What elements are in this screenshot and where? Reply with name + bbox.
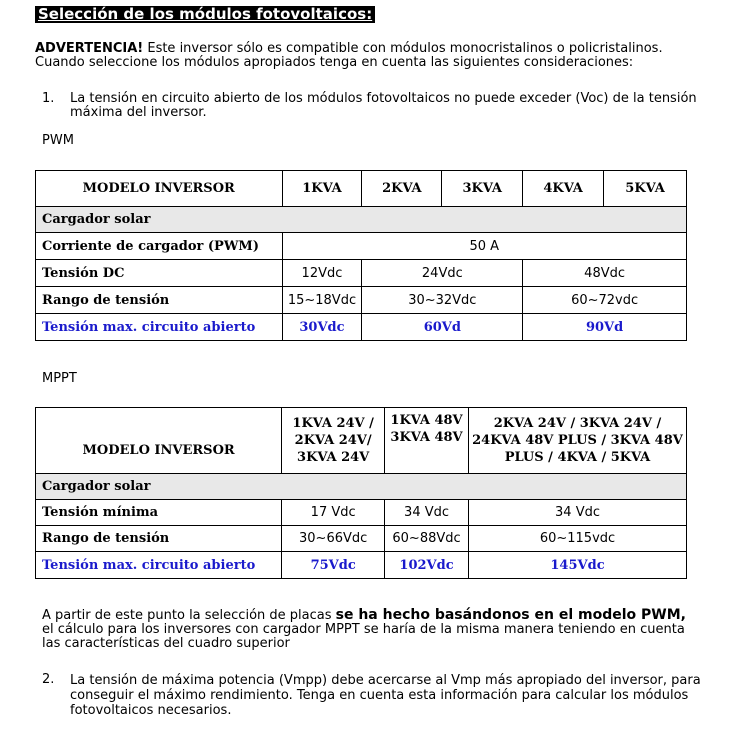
mppt-header-line: 3KVA 24V — [297, 450, 370, 465]
mppt-row-label: Rango de tensión — [36, 526, 282, 552]
pwm-cell: 30~32Vdc — [362, 287, 523, 314]
item-1-line-2: máxima del inversor. — [70, 105, 207, 120]
mppt-header-line: 2KVA 24V/ — [294, 433, 372, 448]
note-comma: , — [680, 607, 686, 623]
item-2-number: 2. — [42, 672, 55, 687]
item-2-line-1: La tensión de máxima potencia (Vmpp) debe acercarse al Vmp más apropiado del inversor, para — [70, 673, 701, 688]
warning-label: ADVERTENCIA! — [35, 41, 144, 56]
mppt-cell: 17 Vdc — [282, 500, 385, 526]
item-2 — [42, 673, 722, 718]
pwm-cell: 50 A — [282, 233, 687, 260]
item-1-line-1: La tensión en circuito abierto de los módulos fotovoltaicos no puede exceder (Voc) de la tensión — [70, 91, 697, 106]
pwm-cell: 12Vdc — [282, 260, 362, 287]
pwm-row-label: Corriente de cargador (PWM) — [36, 233, 283, 260]
mppt-label: MPPT — [42, 371, 77, 386]
item-2-line-2: conseguir el máximo rendimiento. Tenga en cuenta esta información para calcular los módulos — [70, 688, 689, 703]
pwm-header-2kva: 2KVA — [362, 171, 442, 207]
pwm-table — [35, 170, 687, 341]
mppt-header-plus — [469, 408, 687, 474]
page-title: Selección de los módulos fotovoltaicos: — [35, 6, 375, 23]
pwm-row-label: Rango de tensión — [36, 287, 283, 314]
mppt-header-24v — [282, 408, 385, 474]
pwm-cell: 48Vdc — [523, 260, 687, 287]
warning-paragraph — [35, 42, 725, 70]
mppt-header-line: PLUS / 4KVA / 5KVA — [504, 450, 651, 465]
mppt-header-model: MODELO INVERSOR — [36, 408, 282, 474]
warning-text-2: Cuando seleccione los módulos apropiados tenga en cuenta las siguientes consideraciones: — [35, 55, 634, 70]
mppt-header-line: 24KVA 48V PLUS / 3KVA 48V — [472, 433, 683, 448]
mppt-cell: 34 Vdc — [385, 500, 469, 526]
pwm-cell: 30Vdc — [282, 314, 362, 341]
pwm-row-label: Tensión DC — [36, 260, 283, 287]
mppt-cell: 60~88Vdc — [385, 526, 469, 552]
mppt-header-line: 1KVA 48V — [390, 413, 463, 428]
mppt-row-label: Tensión mínima — [36, 500, 282, 526]
pwm-section-cargador: Cargador solar — [36, 207, 687, 233]
mppt-header-48v — [385, 408, 469, 474]
mppt-cell: 30~66Vdc — [282, 526, 385, 552]
item-1-number: 1. — [42, 91, 55, 106]
item-1 — [42, 92, 722, 120]
pwm-header-3kva: 3KVA — [442, 171, 523, 207]
note-line-3: las características del cuadro superior — [42, 636, 290, 651]
pwm-cell: 60Vd — [362, 314, 523, 341]
pwm-cell: 90Vd — [523, 314, 687, 341]
mppt-header-line: 2KVA 24V / 3KVA 24V / — [493, 416, 662, 431]
mppt-cell: 75Vdc — [282, 552, 385, 579]
pwm-cell: 24Vdc — [362, 260, 523, 287]
item-2-line-3: fotovoltaicos necesarios. — [70, 703, 232, 718]
pwm-cell: 60~72vdc — [523, 287, 687, 314]
pwm-header-1kva: 1KVA — [282, 171, 362, 207]
pwm-row-label: Tensión max. circuito abierto — [36, 314, 283, 341]
pwm-header-5kva: 5KVA — [604, 171, 687, 207]
pwm-label: PWM — [42, 133, 74, 148]
mppt-table — [35, 407, 687, 579]
mppt-cell: 145Vdc — [469, 552, 687, 579]
warning-text: Este inversor sólo es compatible con módulos monocristalinos o policristalinos. — [143, 41, 663, 56]
mppt-header-line: 1KVA 24V / — [292, 416, 374, 431]
mppt-header-line: 3KVA 48V — [390, 430, 463, 445]
note-text: A partir de este punto la selección de placas — [42, 608, 336, 623]
note-emphasis: se ha hecho basándonos en el modelo PWM — [335, 607, 681, 623]
pwm-header-model: MODELO INVERSOR — [36, 171, 283, 207]
note-line-2: el cálculo para los inversores con cargador MPPT se haría de la misma manera teniendo en cuenta — [42, 622, 685, 637]
mppt-cell: 60~115vdc — [469, 526, 687, 552]
mppt-cell: 102Vdc — [385, 552, 469, 579]
mppt-section-cargador: Cargador solar — [36, 474, 687, 500]
mppt-cell: 34 Vdc — [469, 500, 687, 526]
pwm-cell: 15~18Vdc — [282, 287, 362, 314]
pwm-note — [42, 608, 722, 651]
mppt-row-label: Tensión max. circuito abierto — [36, 552, 282, 579]
pwm-header-4kva: 4KVA — [523, 171, 604, 207]
